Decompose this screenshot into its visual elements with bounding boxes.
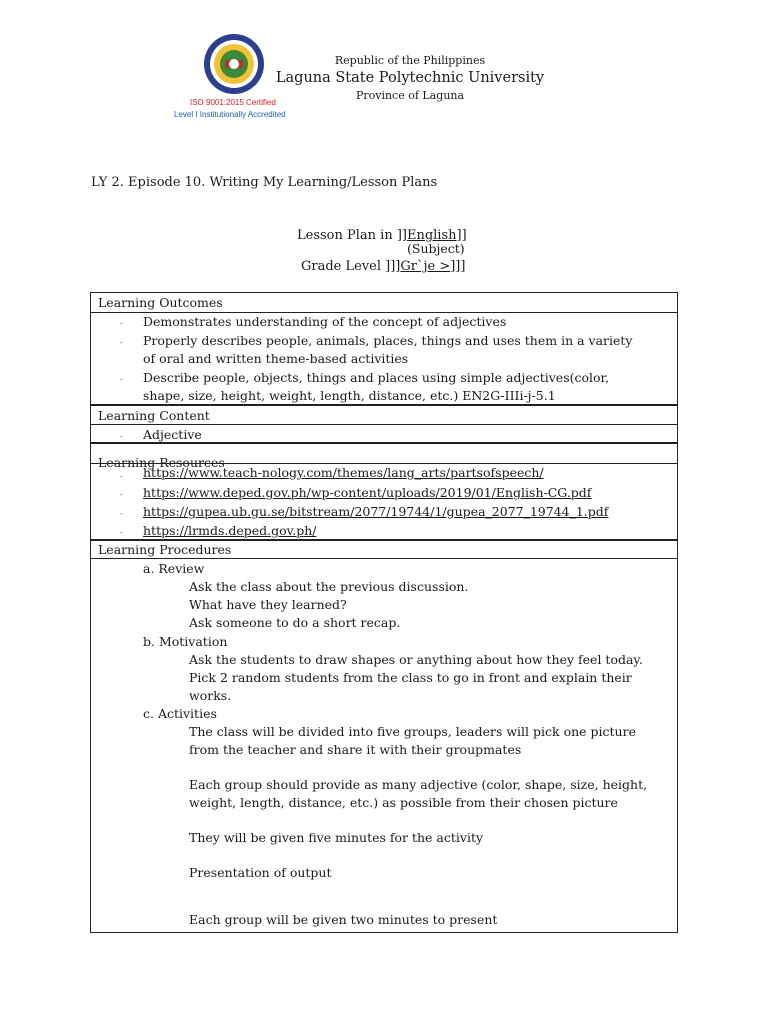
motivation-line: Ask the students to draw shapes or anything about how they feel today. [189,652,643,667]
episode-title: LY 2. Episode 10. Writing My Learning/Lesson Plans [91,175,438,190]
resource-link[interactable]: https://www.teach-nology.com/themes/lang_arts/partsofspeech/ [143,465,544,480]
university-seal-logo [203,32,265,96]
bullet: - [120,528,123,537]
activities-line: weight, length, distance, etc.) as possible from their chosen picture [189,795,618,810]
grade-suffix: ]]] [450,259,466,274]
accreditation-level: Level I Institutionally Accredited [174,110,286,119]
university-name: Laguna State Polytechnic University [275,70,545,86]
motivation-label: b. Motivation [143,634,228,649]
content-item: Adjective [143,427,202,442]
resource-link[interactable]: https://gupea.ub.gu.se/bitstream/2077/19744/1/gupea_2077_19744_1.pdf [143,504,609,519]
outcome-item: of oral and written theme-based activities [143,351,409,366]
learning-content-heading: Learning Content [98,408,210,423]
motivation-line: Pick 2 random students from the class to go in front and explain their [189,670,632,685]
motivation-line: works. [189,688,232,703]
activities-line: from the teacher and share it with their groupmates [189,742,522,757]
subject-label: (Subject) [407,241,465,256]
resource-link[interactable]: https://www.deped.gov.ph/wp-content/uploads/2019/01/English-CG.pdf [143,485,592,500]
review-line: What have they learned? [189,597,347,612]
review-line: Ask the class about the previous discussion. [189,579,469,594]
province-heading: Province of Laguna [355,89,465,102]
bullet: - [120,509,123,518]
grade-level-line [301,259,465,274]
divider [90,558,678,559]
learning-resources-heading: Learning Resources [98,455,225,470]
activities-label: c. Activities [143,706,217,721]
outcome-item: shape, size, height, weight, length, distance, etc.) EN2G-IIIi-j-5.1 [143,388,556,403]
activities-line: They will be given five minutes for the activity [189,830,484,845]
grade-value: Gr`je > [400,259,451,274]
bullet: - [120,319,123,328]
learning-procedures-heading: Learning Procedures [98,542,232,557]
review-line: Ask someone to do a short recap. [189,615,401,630]
outcome-item: Demonstrates understanding of the concept of adjectives [143,314,507,329]
bullet: - [120,338,123,347]
bullet: - [120,375,123,384]
lesson-plan-prefix: Lesson Plan in ]] [297,228,407,243]
republic-heading: Republic of the Philippines [334,54,486,67]
learning-outcomes-heading: Learning Outcomes [98,295,223,310]
bullet: - [120,472,123,481]
bullet: - [120,490,123,499]
activities-line: Each group will be given two minutes to present [189,912,498,927]
subject-value: English [406,228,457,243]
outcome-item: Properly describes people, animals, places, things and uses them in a variety [143,333,633,348]
activities-line: Each group should provide as many adjective (color, shape, size, height, [189,777,648,792]
divider [90,424,678,425]
bullet: - [120,432,123,441]
iso-certification: ISO 9001:2015 Certified [190,98,276,107]
activities-line: Presentation of output [189,865,332,880]
resource-link[interactable]: https://lrmds.deped.gov.ph/ [143,523,317,538]
grade-prefix: Grade Level ]]] [301,259,401,274]
review-label: a. Review [143,561,205,576]
lesson-plan-suffix: ]] [456,228,467,243]
activities-line: The class will be divided into five groups, leaders will pick one picture [189,724,636,739]
outcome-item: Describe people, objects, things and places using simple adjectives(color, [143,370,610,385]
